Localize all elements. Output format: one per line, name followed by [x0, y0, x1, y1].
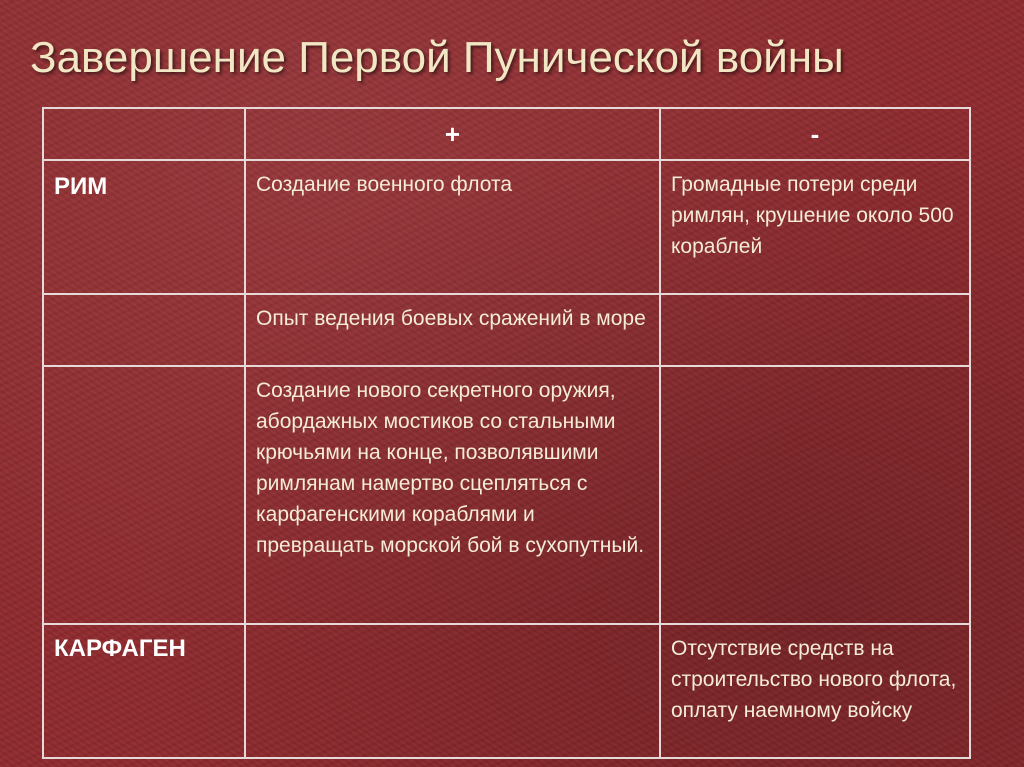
cell-minus — [660, 294, 970, 366]
cell-plus: Создание военного флота — [245, 160, 660, 294]
row-label-carthage: КАРФАГЕН — [43, 624, 245, 758]
cell-plus: Опыт ведения боевых сражений в море — [245, 294, 660, 366]
header-corner-cell — [43, 108, 245, 160]
slide-title: Завершение Первой Пунической войны — [30, 33, 844, 82]
cell-minus — [660, 366, 970, 624]
header-minus: - — [660, 108, 970, 160]
row-label-empty — [43, 294, 245, 366]
row-label-rome: РИМ — [43, 160, 245, 294]
cell-plus — [245, 624, 660, 758]
pros-cons-table — [42, 107, 971, 759]
cell-minus: Отсутствие средств на строительство нового флота, оплату наемному войску — [660, 624, 970, 758]
header-plus: + — [245, 108, 660, 160]
table-row — [43, 624, 970, 758]
table-header-row — [43, 108, 970, 160]
table-row — [43, 160, 970, 294]
cell-plus: Создание нового секретного оружия, абордажных мостиков со стальными крючьями на конце, позволявшими римлянам намертво сцепляться с карфагенскими кораблями и превращать морской бой в сухопутный. — [245, 366, 660, 624]
cell-minus: Громадные потери среди римлян, крушение около 500 кораблей — [660, 160, 970, 294]
table-row — [43, 366, 970, 624]
row-label-empty — [43, 366, 245, 624]
table-row — [43, 294, 970, 366]
